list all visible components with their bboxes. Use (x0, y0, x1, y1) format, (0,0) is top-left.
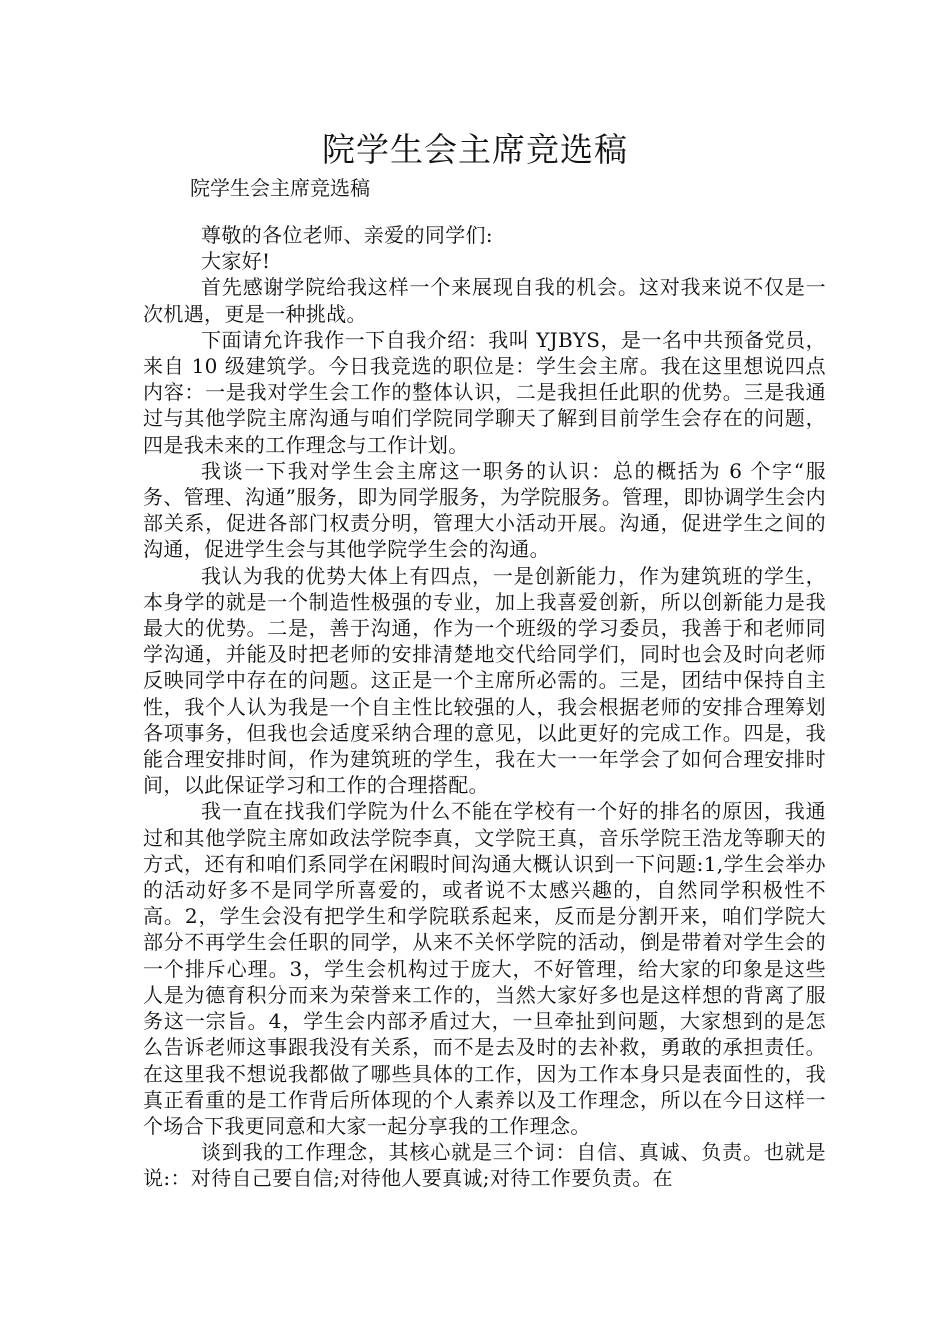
document-title: 院学生会主席竞选稿 (322, 130, 628, 169)
salutation: 尊敬的各位老师、亲爱的同学们: (201, 223, 493, 247)
paragraph-thanks: 首先感谢学院给我这样一个来展现自我的机会。这对我来说不仅是一次机遇，更是一种挑战。 (143, 275, 826, 326)
paragraph-introduction: 下面请允许我作一下自我介绍：我叫 YJBYS，是一名中共预备党员，来自 10 级建筑学。今日我竞选的职位是：学生会主席。我在这里想说四点内容：一是我对学生会工作的整体认识，二是我担任此职的优势。三是我通过与其他学院主席沟通与咱们学院同学聊天了解到目前学生会存在的问题，四是我未来的工作理念与工作计划。 (143, 327, 826, 457)
greeting: 大家好! (201, 249, 271, 274)
paragraph-role-understanding: 我谈一下我对学生会主席这一职务的认识：总的概括为 6 个字“服务、管理、沟通”服务，即为同学服务，为学院服务。管理，即协调学生会内部关系，促进各部门权责分明，管理大小活动开展。沟通，促进学生之间的沟通，促进学生会与其他学院学生会的沟通。 (143, 458, 826, 562)
paragraph-advantages: 我认为我的优势大体上有四点，一是创新能力，作为建筑班的学生，本身学的就是一个制造性极强的专业，加上我喜爱创新，所以创新能力是我最大的优势。二是，善于沟通，作为一个班级的学习委员，我善于和老师同学沟通，并能及时把老师的安排清楚地交代给同学们，同时也会及时向老师反映同学中存在的问题。这正是一个主席所必需的。三是，团结中保持自主性，我个人认为我是一个自主性比较强的人，我会根据老师的安排合理筹划各项事务，但我也会适度采纳合理的意见，以此更好的完成工作。四是，我能合理安排时间，作为建筑班的学生，我在大一一年学会了如何合理安排时间，以此保证学习和工作的合理搭配。 (143, 563, 826, 798)
paragraph-problems: 我一直在找我们学院为什么不能在学校有一个好的排名的原因，我通过和其他学院主席如政法学院李真，文学院王真，音乐学院王浩龙等聊天的方式，还有和咱们系同学在闲暇时间沟通大概认识到一下问题:1,学生会举办的活动好多不是同学所喜爱的，或者说不太感兴趣的，自然同学积极性不高。2，学生会没有把学生和学院联系起来，反而是分割开来，咱们学院大部分不再学生会任职的同学，从来不关怀学院的活动，倒是带着对学生会的一个排斥心理。3，学生会机构过于庞大，不好管理，给大家的印象是这些人是为德育积分而来为荣誉来工作的，当然大家好多也是这样想的背离了服务这一宗旨。4，学生会内部矛盾过大，一旦牵扯到问题，大家想到的是怎么告诉老师这事跟我没有关系，而不是去及时的去补救，勇敢的承担责任。 在这里我不想说我都做了哪些具体的工作，因为工作本身只是表面性的，我真正看重的是工作背后所体现的个人素养以及工作理念，所以在今日这样一个场合下我更同意和大家一起分享我的工作理念。 (143, 799, 826, 1138)
document-subtitle: 院学生会主席竞选稿 (190, 176, 370, 200)
paragraph-work-philosophy: 谈到我的工作理念，其核心就是三个词：自信、真诚、负责。也就是说:：对待自己要自信;对待他人要真诚;对待工作要负责。在 (143, 1140, 826, 1191)
document-body (143, 222, 826, 1192)
